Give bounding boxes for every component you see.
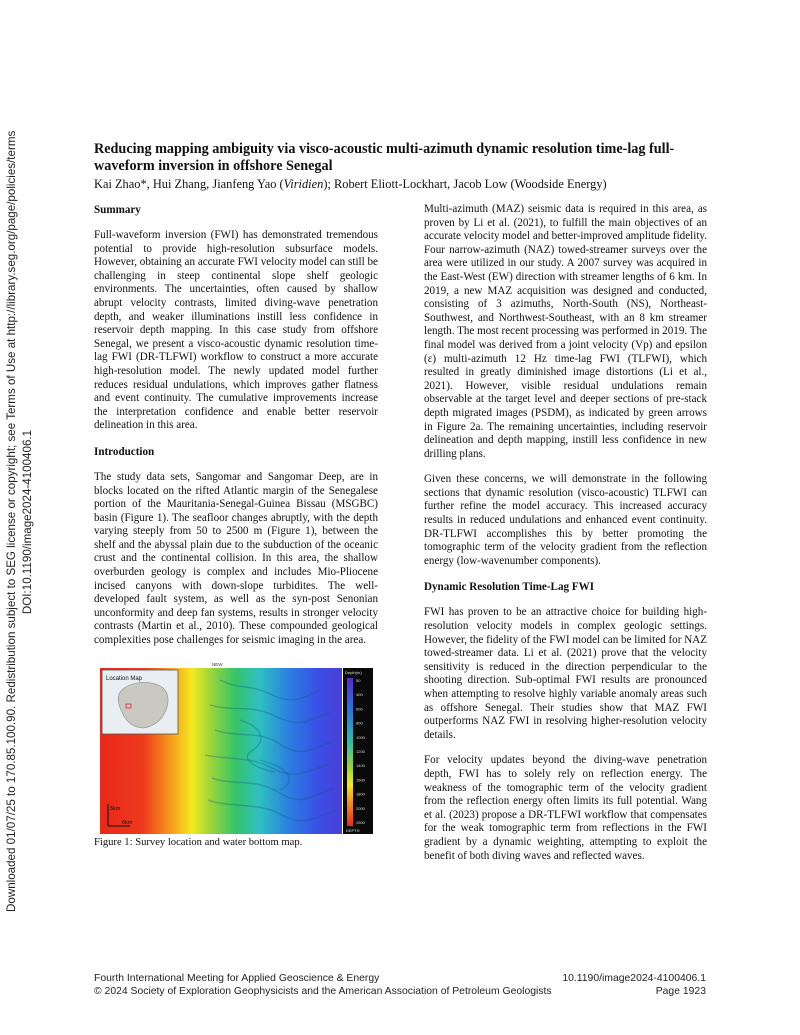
legend-tick-label: 2500 [356, 819, 365, 825]
authors-part-a: Kai Zhao*, Hui Zhang, Jianfeng Yao ( [94, 177, 284, 191]
legend-footer: DEPTH [346, 827, 360, 833]
paper-title: Reducing mapping ambiguity via visco-acoustic multi-azimuth dynamic resolution time-lag full-waveform inversion in offshore Senegal [94, 141, 675, 174]
legend-tick-label: 1800 [356, 791, 365, 797]
legend-colorbar [347, 678, 353, 826]
location-map-label: Location Map [106, 675, 143, 682]
legend-tick-label: 50 [356, 677, 361, 683]
legend-header: Depth(m) [345, 669, 362, 675]
footer-right [562, 972, 706, 998]
legend-tick-label: 400 [356, 691, 363, 697]
doi-notice-line: DOI:10.1190/image2024-4100406.1 [21, 429, 34, 615]
download-notice-line: Downloaded 01/07/25 to 170.85.100.90. Redistribution subject to SEG license or copyright; see Terms of Use at http://library.seg.org/page/policies/terms [5, 130, 18, 912]
copyright-line: © 2024 Society of Exploration Geophysicists and the American Association of Petroleum Geologists [94, 986, 552, 997]
water-bottom-map [100, 660, 373, 834]
legend-tick-label: 800 [356, 720, 363, 726]
maz-paragraph: Multi-azimuth (MAZ) seismic data is required in this area, as proven by Li et al. (2021), to fulfill the main objectives of an accurate velocity model and better-improved amplitude fidelity. Four narrow-azimuth (NAZ) towed-streamer surveys over the area were utilized in our study. A 2007 survey was acquired in the East-West (EW) direction with streamer lengths of 6 km. In 2019, a new MAZ acquisition was designed and conducted, consisting of 3 azimuths, North-South (NS), Northeast-Southwest, and Northwest-Southeast, with an 8 km streamer length. The most recent processing was performed in 2019. The final model was derived from a joint velocity (Vp) and epsilon (ε) multi-azimuth 12 Hz time-lag FWI (TLFWI), which resulted in greatly diminished image distortions (Li et al., 2021). However, visible residual undulations remain observable at the target level and deeper sections of pre-stack depth migrated images (PSDM), as indicated by green arrows in Figure 2a. The remaining uncertainties, including reservoir delineation and depth mapping, instill less confidence in new drilling plans. [424, 203, 707, 460]
north-label: 5km [110, 805, 121, 812]
figure-1-caption: Figure 1: Survey location and water bottom map. [94, 836, 303, 848]
legend-tick-label: 1400 [356, 762, 365, 768]
authors-part-b: ); Robert Eliott-Lockhart, Jacob Low (Woodside Energy) [323, 177, 607, 191]
summary-heading: Summary [94, 204, 141, 216]
fwi-choice-paragraph: FWI has proven to be an attractive choice for building high-resolution velocity models in complex geologic settings. However, the fidelity of the FWI model can be limited for NAZ towed-streamer data. Li et al. (2021) prove that the velocity sensitivity is reduced in the direction perpendicular to the shooting direction. Sub-optimal FWI results are pronounced when attempting to resolve highly variable anomaly areas such as offshore Senegal. Their studies show that MAZ FWI outperforms NAZ FWI in resolving higher-resolution velocity details. [424, 606, 707, 741]
dr-tlfwi-heading: Dynamic Resolution Time-Lag FWI [424, 581, 595, 594]
footer-doi: 10.1190/image2024-4100406.1 [562, 973, 706, 984]
right-column [424, 203, 707, 875]
conference-name: Fourth International Meeting for Applied Geoscience & Energy [94, 973, 380, 984]
left-column [94, 203, 378, 861]
legend-tick-label: 1600 [356, 777, 365, 783]
concerns-paragraph: Given these concerns, we will demonstrate in the following sections that dynamic resolution (visco-acoustic) TLFWI can further refine the model accuracy. This increased accuracy results in reduced undulations and enhanced event continuity. DR-TLFWI accomplishes this by better promoting the tomographic term of the velocity gradient from the reflection energy (low-wavenumber components). [424, 473, 707, 567]
legend-tick-label: 600 [356, 706, 363, 712]
affiliation-viridien: Viridien [283, 177, 324, 191]
summary-paragraph: Full-waveform inversion (FWI) has demonstrated tremendous potential to provide high-resolution subsurface models. However, obtaining an accurate FWI velocity model can still be challenging in steep continental slope shelf geologic environments. The uncertainties, often caused by shallow abrupt velocity contrasts, limited diving-wave penetration depth, and weaker illuminations instill less confidence in reservoir depth mapping. In this case study from offshore Senegal, we present a visco-acoustic dynamic resolution time-lag FWI (DR-TLFWI) workflow to construct a more accurate high-resolution model. The newly updated model further reduces residual undulations, which improves gather flatness and event continuity. The cumulative improvements increase the interpretation confidence and enable better reservoir delineation in this area. [94, 229, 378, 432]
footer-left [94, 972, 552, 998]
legend-tick-label: 2000 [356, 805, 365, 811]
figure-1 [100, 660, 373, 834]
introduction-paragraph: The study data sets, Sangomar and Sangomar Deep, are in blocks located on the rifted Atlantic margin of the Senegalese portion of the Mauritania-Senegal-Guinea Bissau (MSGBC) basin (Figure 1). The seafloor changes abruptly, with the depth varying steeply from 50 to 2500 m (Figure 1), between the shelf and the abyssal plain due to the subduction of the oceanic crust and the continental collision. In this area, the shallow overburden geology is complex and includes Mio-Pliocene incised canyons with down-slope turbidites. The well-developed fault system, as well as the syn-post Senonian unconformity and deep fan systems, results in stronger velocity contrasts (Martin et al., 2010). These compounded geological complexities pose challenges for seismic imaging in the area. [94, 470, 378, 647]
author-line [94, 176, 734, 192]
page-number: Page 1923 [655, 986, 706, 997]
introduction-heading: Introduction [94, 445, 155, 458]
download-notice [4, 132, 38, 912]
top-axis-label: NEW [212, 661, 223, 667]
velocity-update-paragraph: For velocity updates beyond the diving-wave penetration depth, FWI has to solely rely on reflection energy. The weakness of the tomographic term of the velocity gradient from the reflection energy often limits its full potential. Wang et al. (2023) propose a DR-TLFWI workflow that compensates for the weak tomographic term from reflections in the FWI gradient by a dynamic weighting, attempting to exploit the benefit of both diving waves and reflected waves. [424, 754, 707, 862]
legend-tick-label: 1200 [356, 748, 365, 754]
legend-tick-label: 1000 [356, 734, 365, 740]
scale-label: 6km [122, 819, 133, 826]
